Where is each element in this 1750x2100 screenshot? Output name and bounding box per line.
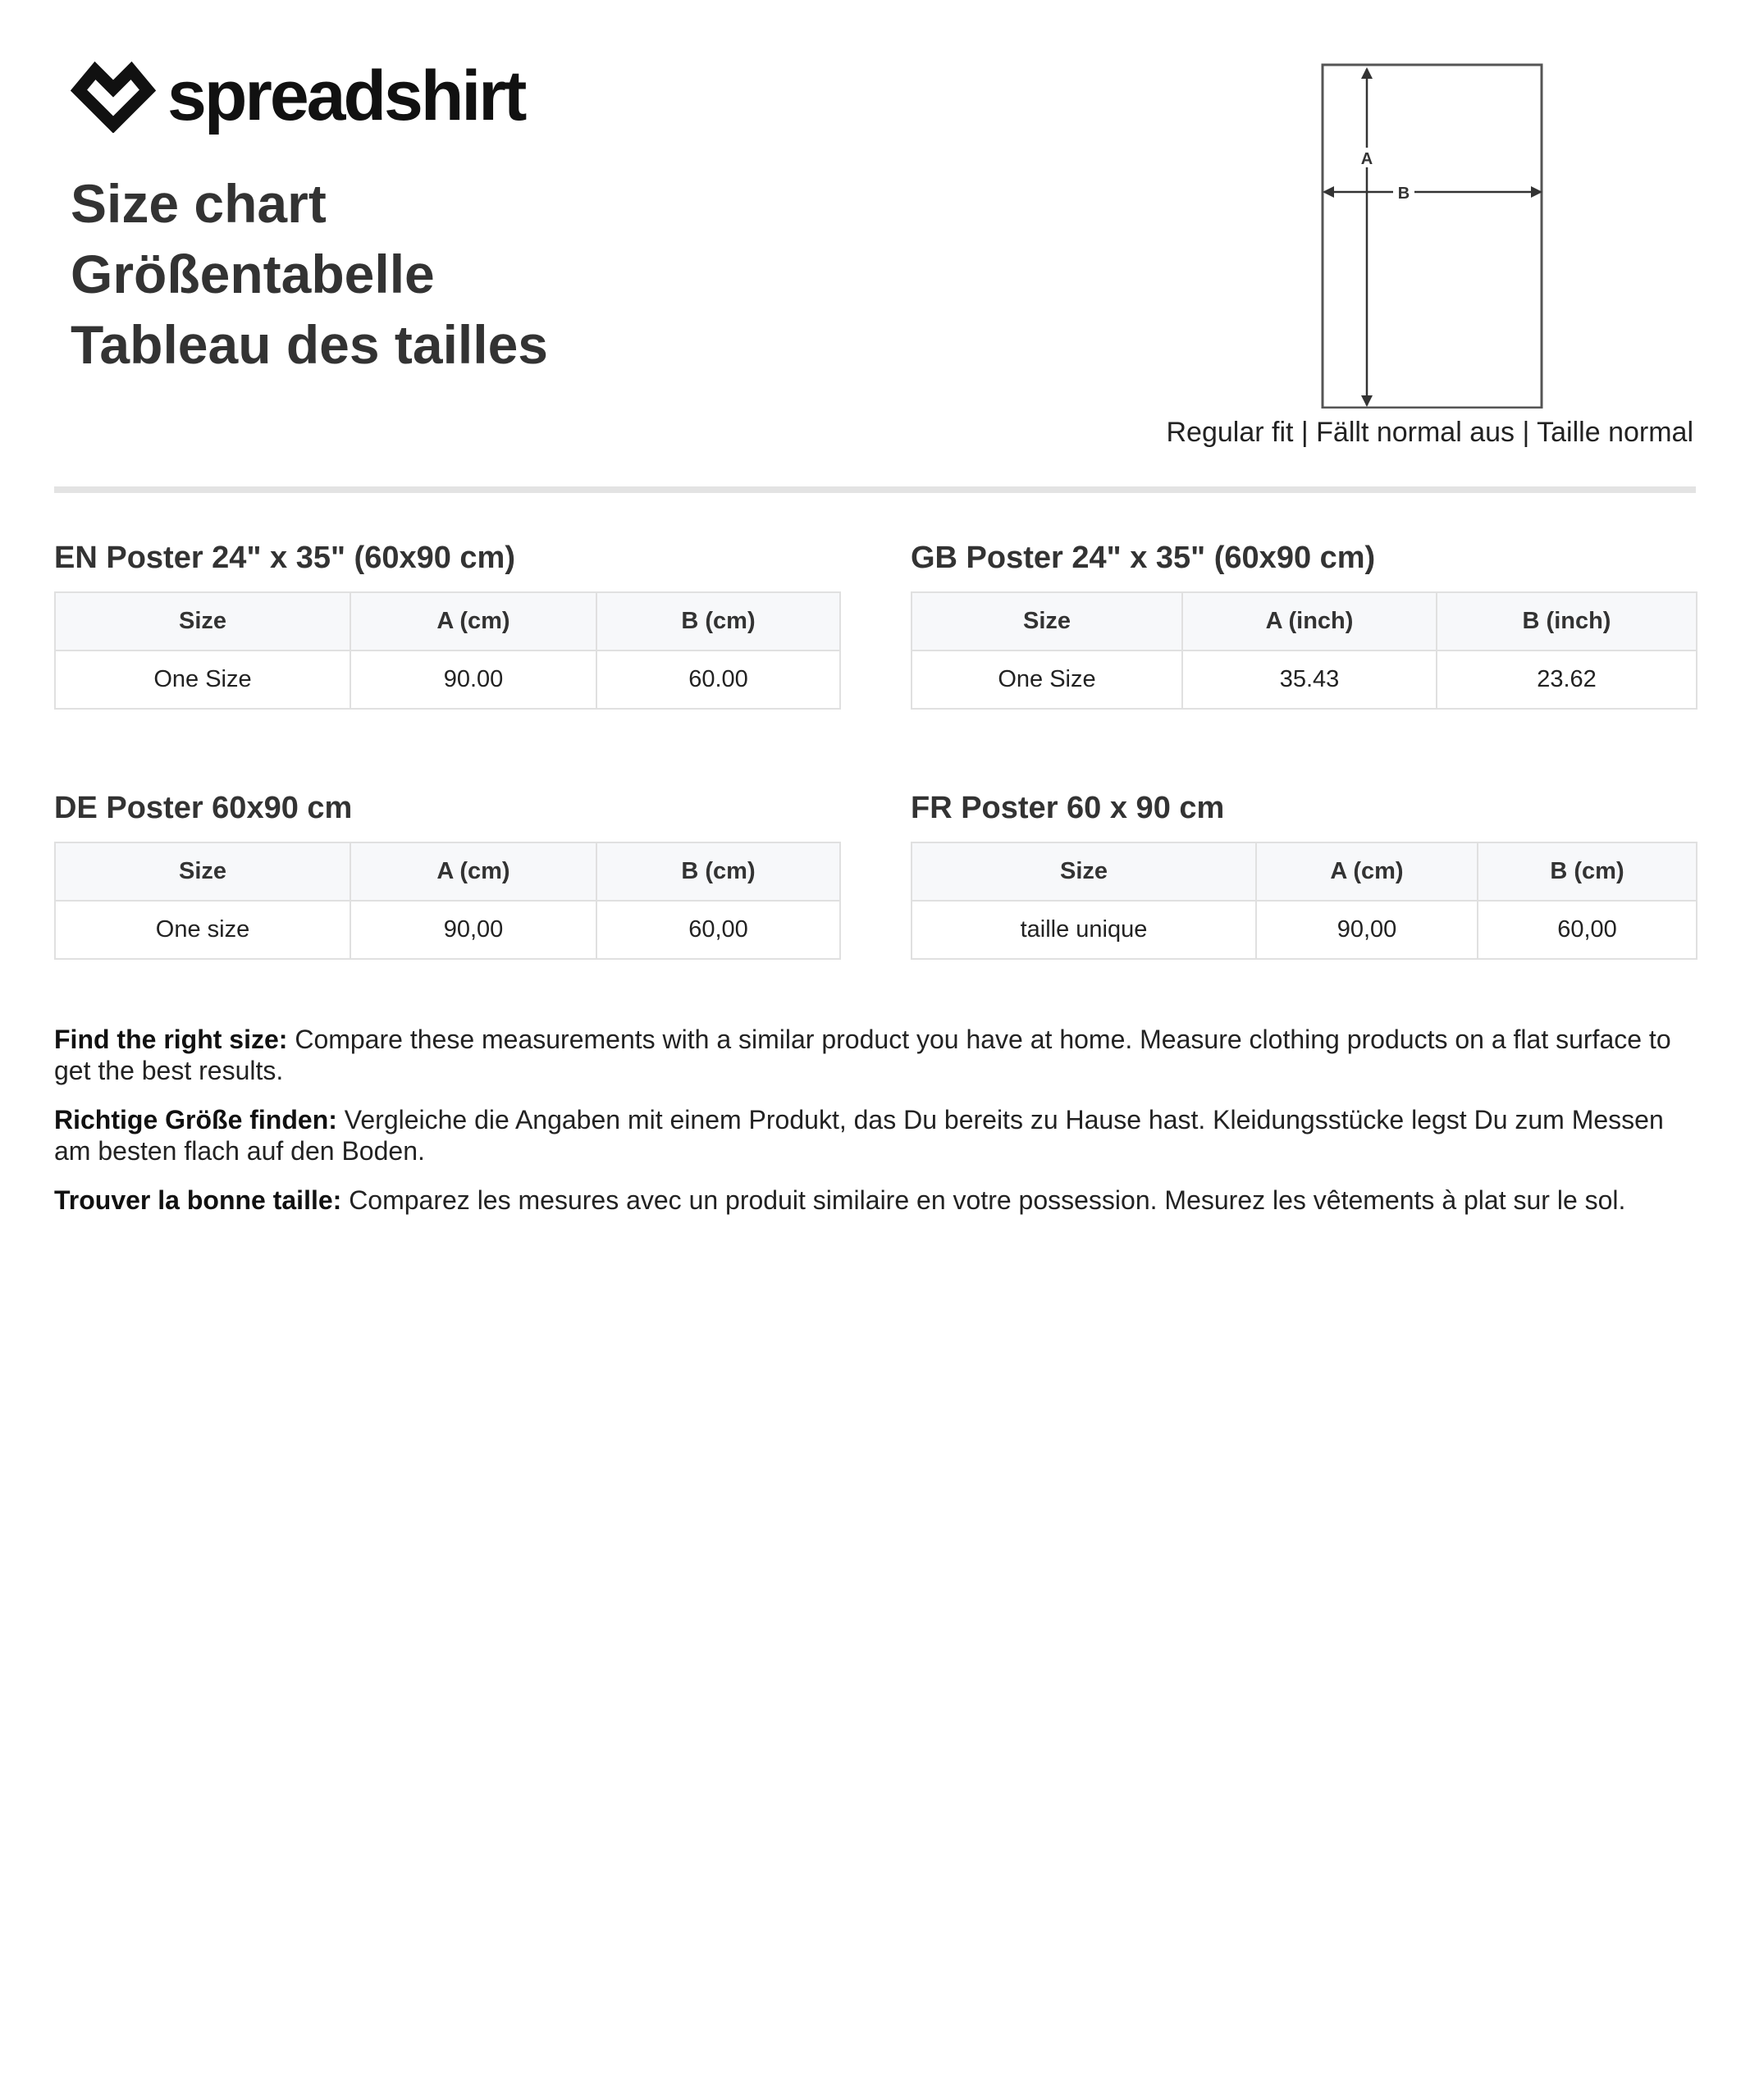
size-tips	[54, 1024, 1696, 1234]
size-section-fr	[911, 783, 1696, 943]
tip-de	[54, 1104, 1696, 1166]
tip-label: Richtige Größe finden:	[54, 1105, 337, 1134]
table-cell: 90,00	[1256, 901, 1478, 959]
column-header: B (cm)	[596, 592, 840, 651]
column-header: A (cm)	[1256, 842, 1478, 901]
table-cell: 60.00	[596, 651, 840, 709]
table-cell: 60,00	[596, 901, 840, 959]
page-title-en: Size chart	[71, 173, 327, 234]
table-cell: 90,00	[350, 901, 596, 959]
table-header-row	[912, 842, 1697, 901]
size-table	[54, 842, 841, 960]
page-title-fr: Tableau des tailles	[71, 314, 549, 375]
size-section-gb	[911, 533, 1696, 692]
page-title-de: Größentabelle	[71, 244, 435, 304]
column-header: B (cm)	[1478, 842, 1697, 901]
brand-logo	[71, 59, 524, 133]
column-header: A (inch)	[1182, 592, 1437, 651]
section-title: GB Poster 24" x 35" (60x90 cm)	[911, 541, 1376, 575]
tip-fr	[54, 1185, 1696, 1216]
table-cell: 60,00	[1478, 901, 1697, 959]
poster-measurement-diagram	[1321, 62, 1544, 409]
column-header: Size	[55, 592, 350, 651]
table-cell: One size	[55, 901, 350, 959]
table-row	[55, 901, 840, 959]
table-cell: One Size	[55, 651, 350, 709]
table-row	[55, 651, 840, 709]
table-header-row	[55, 842, 840, 901]
heart-diamond-icon	[71, 59, 156, 133]
size-table	[911, 842, 1697, 960]
column-header: A (cm)	[350, 842, 596, 901]
column-header: Size	[912, 592, 1182, 651]
tip-text: Comparez les mesures avec un produit similaire en votre possession. Mesurez les vêtements à plat sur le sol.	[341, 1185, 1626, 1215]
tip-label: Trouver la bonne taille:	[54, 1185, 342, 1215]
brand-name: spreadshirt	[167, 57, 525, 135]
dimension-a-label: A	[1360, 150, 1373, 168]
section-title: EN Poster 24" x 35" (60x90 cm)	[54, 541, 516, 575]
section-title: DE Poster 60x90 cm	[54, 791, 353, 825]
size-table	[911, 591, 1697, 710]
size-section-de	[54, 783, 839, 943]
tip-text: Vergleiche die Angaben mit einem Produkt, das Du bereits zu Hause hast. Kleidungsstücke legst Du zum Messen am besten flach auf den Boden.	[54, 1105, 1664, 1166]
arrowhead-icon	[1323, 186, 1334, 198]
table-cell: 23.62	[1437, 651, 1697, 709]
tip-text: Compare these measurements with a similar product you have at home. Measure clothing products on a flat surface to get the best results.	[54, 1025, 1671, 1085]
size-section-en	[54, 533, 839, 692]
table-cell: taille unique	[912, 901, 1256, 959]
page-title-group	[71, 168, 548, 380]
size-table	[54, 591, 841, 710]
arrowhead-icon	[1361, 67, 1373, 79]
header-divider	[54, 486, 1696, 493]
tip-label: Find the right size:	[54, 1025, 288, 1054]
fit-label: Regular fit | Fällt normal aus | Taille normal	[1166, 417, 1693, 448]
table-row	[912, 901, 1697, 959]
table-cell: 35.43	[1182, 651, 1437, 709]
table-cell: 90.00	[350, 651, 596, 709]
column-header: Size	[55, 842, 350, 901]
table-header-row	[912, 592, 1697, 651]
column-header: A (cm)	[350, 592, 596, 651]
section-title: FR Poster 60 x 90 cm	[911, 791, 1225, 825]
table-cell: One Size	[912, 651, 1182, 709]
arrowhead-icon	[1361, 395, 1373, 407]
table-header-row	[55, 592, 840, 651]
table-row	[912, 651, 1697, 709]
tip-en	[54, 1024, 1696, 1086]
column-header: B (cm)	[596, 842, 840, 901]
column-header: Size	[912, 842, 1256, 901]
dimension-b-label: B	[1397, 185, 1410, 203]
column-header: B (inch)	[1437, 592, 1697, 651]
